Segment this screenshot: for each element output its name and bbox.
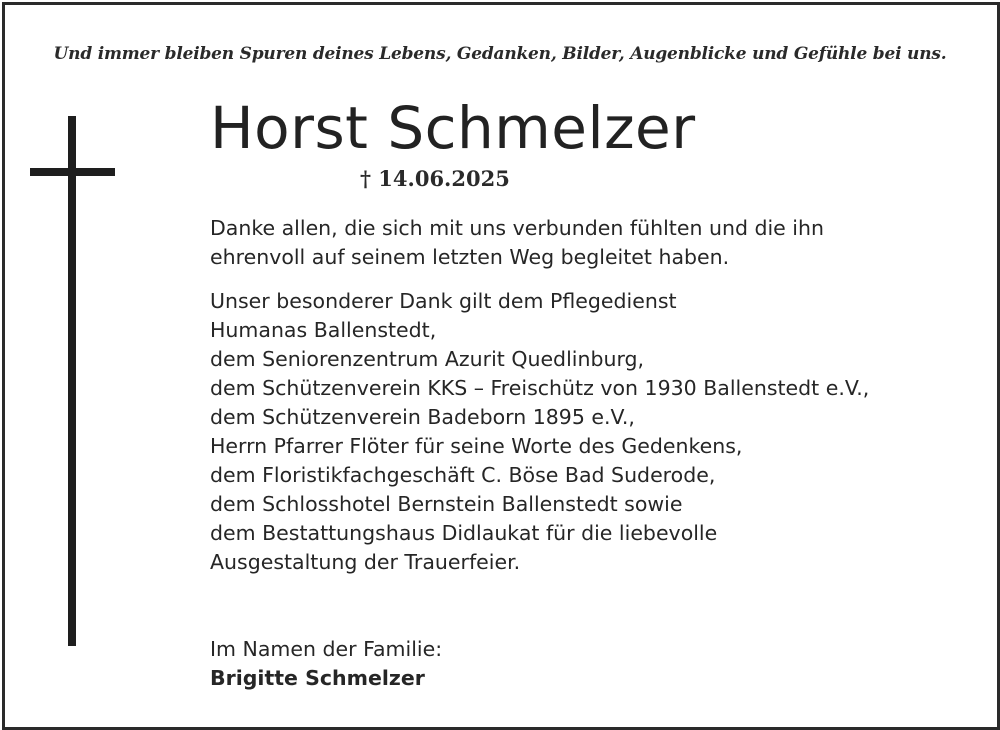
- text-line: dem Seniorenzentrum Azurit Quedlinburg,: [210, 347, 645, 371]
- text-line: Danke allen, die sich mit uns verbunden fühlten und die ihn: [210, 216, 824, 240]
- text-line: dem Bestattungshaus Didlaukat für die liebevolle: [210, 521, 718, 545]
- thanks-paragraph: [210, 214, 824, 272]
- cross-icon-crossbar: [30, 168, 115, 176]
- text-line: Herrn Pfarrer Flöter für seine Worte des Gedenkens,: [210, 434, 743, 458]
- text-line: Unser besonderer Dank gilt dem Pflegedienst: [210, 289, 677, 313]
- text-line: dem Floristikfachgeschäft C. Böse Bad Suderode,: [210, 463, 716, 487]
- text-line: ehrenvoll auf seinem letzten Weg begleitet haben.: [210, 245, 730, 269]
- text-line: dem Schützenverein KKS – Freischütz von 1930 Ballenstedt e.V.,: [210, 376, 870, 400]
- text-line: Ausgestaltung der Trauerfeier.: [210, 550, 521, 574]
- text-line: dem Schützenverein Badeborn 1895 e.V.,: [210, 405, 635, 429]
- text-line: dem Schlosshotel Bernstein Ballenstedt sowie: [210, 492, 683, 516]
- death-date: † 14.06.2025: [360, 166, 510, 191]
- deceased-name: Horst Schmelzer: [210, 94, 696, 162]
- closing-intro: Im Namen der Familie:: [210, 637, 443, 661]
- closing-block: [210, 635, 442, 693]
- text-line: Humanas Ballenstedt,: [210, 318, 437, 342]
- special-thanks-paragraph: [210, 287, 869, 577]
- motto-text: Und immer bleiben Spuren deines Lebens, Gedanken, Bilder, Augenblicke und Gefühle bei uns.: [53, 44, 947, 64]
- cross-icon: [68, 116, 76, 646]
- signer-name: Brigitte Schmelzer: [210, 666, 425, 690]
